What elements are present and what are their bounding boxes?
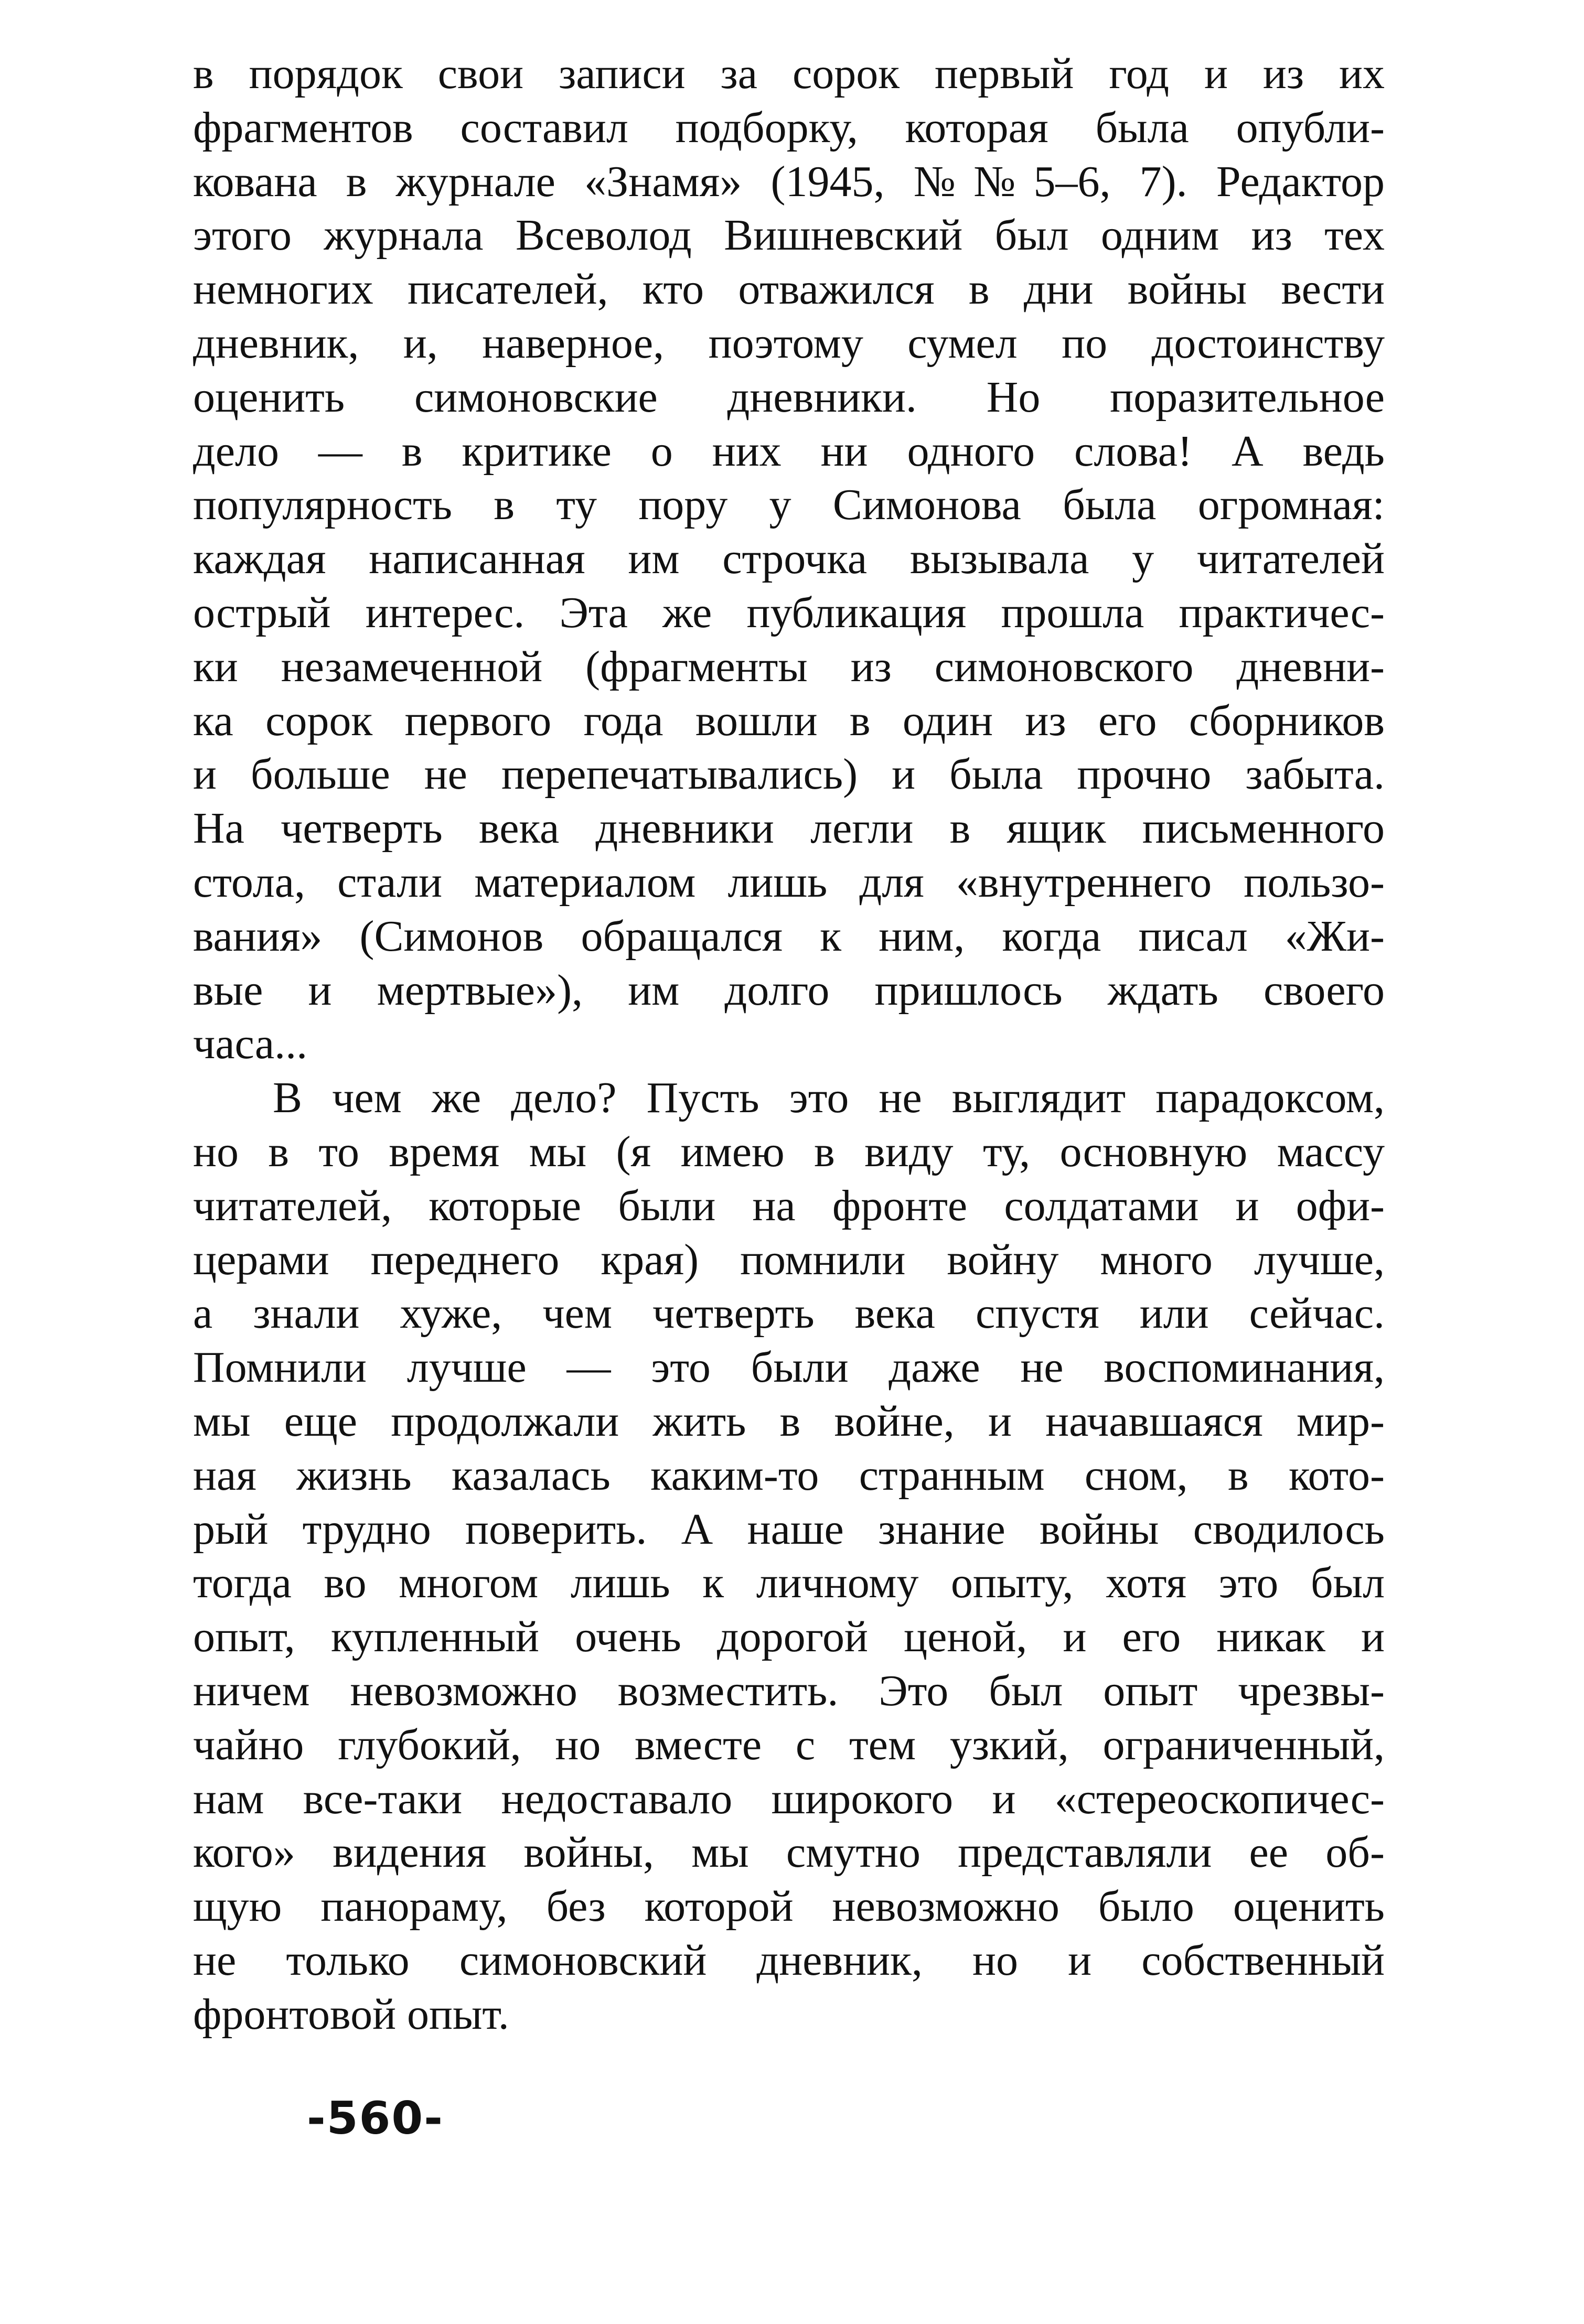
text-line: острый интерес. Эта же публикация прошла практичес-: [193, 588, 1385, 637]
text-line: ничем невозможно возместить. Это был опыт чрезвы-: [193, 1666, 1385, 1715]
text-line: вания» (Симонов обращался к ним, когда писал «Жи-: [193, 911, 1385, 961]
text-line: фрагментов составил подборку, которая была опубли-: [193, 103, 1385, 152]
paragraph-1: [193, 47, 1385, 1071]
text-line: этого журнала Всеволод Вишневский был одним из тех: [193, 211, 1385, 260]
body-text: [193, 47, 1385, 2041]
text-line: часа...: [193, 1019, 308, 1069]
text-line: читателей, которые были на фронте солдатами и офи-: [193, 1181, 1385, 1230]
text-line: ная жизнь казалась каким-то странным сном, в кото-: [193, 1450, 1385, 1500]
text-line: ки незамеченной (фрагменты из симоновского дневни-: [193, 642, 1385, 691]
text-line: в порядок свои записи за сорок первый год и из их: [193, 49, 1385, 98]
text-line: немногих писателей, кто отважился в дни войны вести: [193, 265, 1385, 314]
page-number: -560-: [307, 2092, 444, 2145]
text-line: а знали хуже, чем четверть века спустя или сейчас.: [193, 1289, 1385, 1338]
text-line: но в то время мы (я имею в виду ту, основную массу: [193, 1127, 1385, 1176]
text-line: оценить симоновские дневники. Но поразительное: [193, 372, 1385, 422]
text-line: нам все-таки недоставало широкого и «стереоскопичес-: [193, 1774, 1385, 1823]
text-line: В чем же дело? Пусть это не выглядит парадоксом,: [273, 1073, 1385, 1123]
text-line: кована в журнале «Знамя» (1945, №№5–6, 7). Редактор: [193, 157, 1385, 206]
text-line: популярность в ту пору у Симонова была огромная:: [193, 480, 1385, 530]
text-line: рый трудно поверить. А наше знание войны сводилось: [193, 1504, 1385, 1554]
text-line: стола, стали материалом лишь для «внутреннего пользо-: [193, 857, 1385, 907]
text-line: кого» видения войны, мы смутно представляли ее об-: [193, 1828, 1385, 1877]
text-line: фронтовой опыт.: [193, 1989, 509, 2039]
text-line: не только симоновский дневник, но и собственный: [193, 1935, 1385, 1985]
text-line: чайно глубокий, но вместе с тем узкий, ограниченный,: [193, 1720, 1385, 1769]
text-line: щую панораму, без которой невозможно было оценить: [193, 1882, 1385, 1931]
text-line: каждая написанная им строчка вызывала у читателей: [193, 534, 1385, 584]
text-line: На четверть века дневники легли в ящик письменного: [193, 804, 1385, 853]
paragraph-2: [193, 1071, 1385, 2041]
text-line: церами переднего края) помнили войну много лучше,: [193, 1235, 1385, 1284]
text-line: дело — в критике о них ни одного слова! А ведь: [193, 426, 1385, 476]
text-line: тогда во многом лишь к личному опыту, хотя это был: [193, 1558, 1385, 1608]
text-line: опыт, купленный очень дорогой ценой, и его никак и: [193, 1612, 1385, 1662]
text-line: дневник, и, наверное, поэтому сумел по достоинству: [193, 318, 1385, 368]
text-line: и больше не перепечатывались) и была прочно забыта.: [193, 750, 1385, 799]
text-line: вые и мертвые»), им долго пришлось ждать своего: [193, 965, 1385, 1015]
text-line: ка сорок первого года вошли в один из его сборников: [193, 696, 1385, 745]
text-line: Помнили лучше — это были даже не воспоминания,: [193, 1343, 1385, 1392]
text-line: мы еще продолжали жить в войне, и начавшаяся мир-: [193, 1396, 1385, 1446]
